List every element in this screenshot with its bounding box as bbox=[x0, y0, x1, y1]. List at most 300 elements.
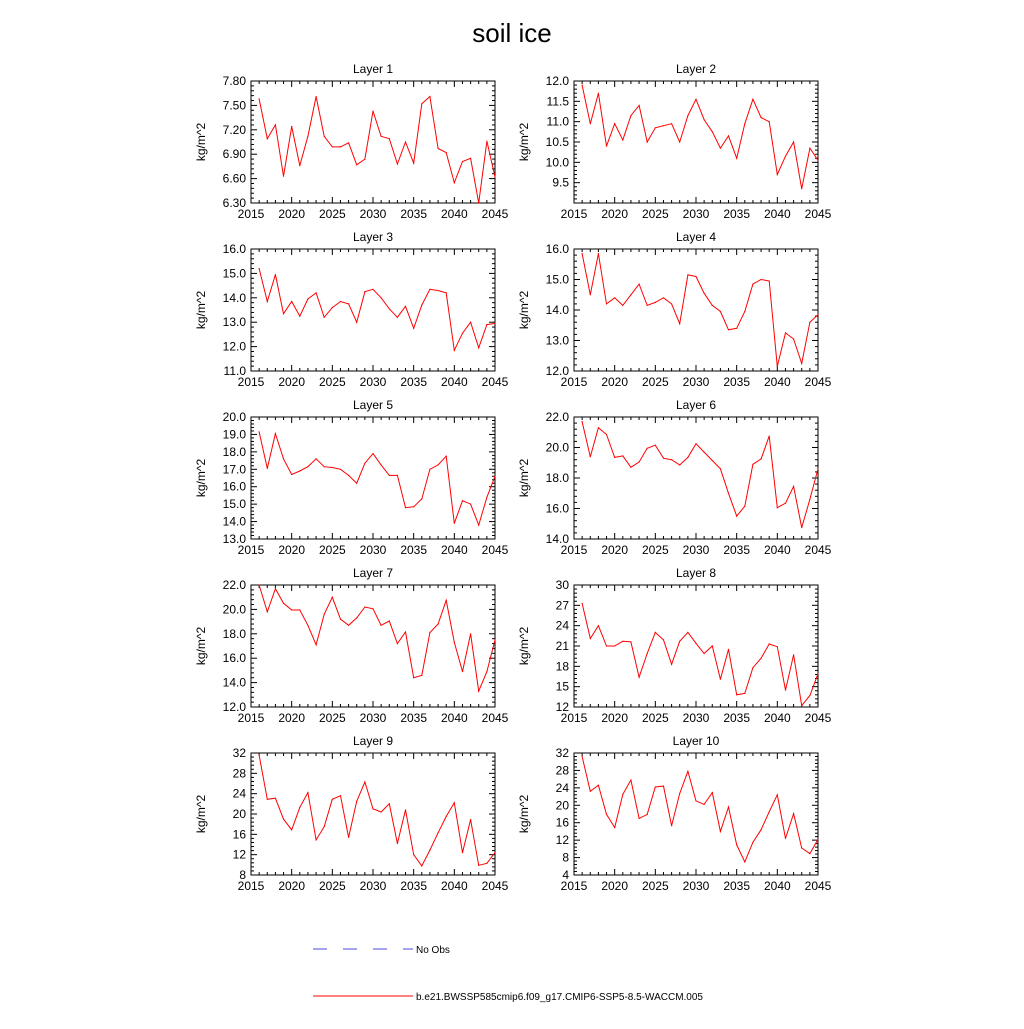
data-point bbox=[663, 458, 664, 459]
data-point bbox=[316, 644, 317, 645]
data-point bbox=[454, 182, 455, 183]
data-point bbox=[438, 464, 439, 465]
x-tick-label: 2045 bbox=[804, 543, 832, 557]
data-point bbox=[777, 507, 778, 508]
y-tick-label: 15.0 bbox=[222, 497, 246, 512]
data-point bbox=[478, 691, 479, 692]
x-tick-label: 2030 bbox=[359, 543, 387, 557]
data-point bbox=[421, 103, 422, 104]
data-point bbox=[438, 623, 439, 624]
data-point bbox=[777, 174, 778, 175]
data-point bbox=[429, 632, 430, 633]
data-point bbox=[438, 148, 439, 149]
plot-frame bbox=[251, 81, 495, 203]
data-point bbox=[671, 123, 672, 124]
y-tick-label: 4 bbox=[562, 868, 569, 882]
x-tick-label: 2015 bbox=[237, 207, 265, 221]
data-point bbox=[630, 779, 631, 780]
data-point bbox=[704, 653, 705, 654]
x-tick-label: 2015 bbox=[560, 711, 588, 725]
plot-frame bbox=[251, 585, 495, 707]
x-tick-label: 2040 bbox=[440, 543, 468, 557]
data-point bbox=[291, 609, 292, 610]
panel-layer-7 bbox=[194, 566, 509, 725]
data-point bbox=[606, 303, 607, 304]
x-tick-label: 2040 bbox=[440, 207, 468, 221]
x-tick-label: 2025 bbox=[641, 543, 669, 557]
data-point bbox=[785, 690, 786, 691]
data-point bbox=[413, 163, 414, 164]
y-tick-label: 19.0 bbox=[222, 427, 246, 442]
data-point bbox=[817, 839, 818, 840]
y-tick-label: 18.0 bbox=[545, 471, 569, 485]
data-point bbox=[275, 798, 276, 799]
panel-layer-2 bbox=[517, 62, 832, 221]
x-tick-label: 2030 bbox=[359, 711, 387, 725]
y-tick-label: 11.5 bbox=[546, 94, 569, 109]
data-point bbox=[389, 138, 390, 139]
data-point bbox=[801, 363, 802, 364]
data-point bbox=[606, 814, 607, 815]
panel-title: Layer 5 bbox=[352, 398, 394, 412]
data-point bbox=[364, 606, 365, 607]
x-tick-label: 2045 bbox=[804, 375, 832, 389]
data-point bbox=[590, 456, 591, 457]
data-point bbox=[381, 136, 382, 137]
y-axis-label: kg/m^2 bbox=[194, 458, 208, 498]
x-tick-label: 2025 bbox=[318, 375, 346, 389]
data-point bbox=[769, 811, 770, 812]
y-tick-label: 21 bbox=[555, 639, 569, 653]
data-point bbox=[389, 620, 390, 621]
data-point bbox=[655, 786, 656, 787]
data-point bbox=[316, 292, 317, 293]
x-tick-label: 2015 bbox=[237, 711, 265, 725]
data-point bbox=[332, 146, 333, 147]
y-tick-label: 9.5 bbox=[552, 175, 569, 190]
x-tick-label: 2030 bbox=[682, 711, 710, 725]
y-tick-label: 20.0 bbox=[545, 440, 569, 455]
data-point bbox=[454, 642, 455, 643]
y-tick-label: 10.0 bbox=[545, 155, 569, 170]
data-point bbox=[381, 464, 382, 465]
data-point bbox=[590, 123, 591, 124]
data-point bbox=[809, 148, 810, 149]
data-point bbox=[647, 814, 648, 815]
data-point bbox=[639, 818, 640, 819]
data-point bbox=[639, 461, 640, 462]
data-point bbox=[655, 302, 656, 303]
data-point bbox=[267, 138, 268, 139]
data-point bbox=[372, 808, 373, 809]
data-point bbox=[446, 152, 447, 153]
data-point bbox=[704, 119, 705, 120]
x-tick-label: 2045 bbox=[481, 543, 509, 557]
data-point bbox=[438, 832, 439, 833]
x-tick-label: 2025 bbox=[318, 543, 346, 557]
data-point bbox=[397, 843, 398, 844]
data-point bbox=[663, 786, 664, 787]
data-point bbox=[291, 474, 292, 475]
y-tick-label: 30 bbox=[555, 578, 569, 592]
data-point bbox=[421, 675, 422, 676]
x-tick-label: 2040 bbox=[763, 375, 791, 389]
data-point bbox=[372, 111, 373, 112]
data-point bbox=[267, 611, 268, 612]
panel-title: Layer 10 bbox=[672, 734, 720, 748]
data-point bbox=[470, 504, 471, 505]
data-point bbox=[793, 813, 794, 814]
plot-frame bbox=[574, 417, 818, 539]
y-tick-label: 12 bbox=[232, 847, 246, 862]
data-point bbox=[486, 863, 487, 864]
data-point bbox=[647, 448, 648, 449]
panel-layer-3 bbox=[194, 230, 509, 389]
y-tick-label: 22.0 bbox=[222, 578, 246, 592]
x-tick-label: 2035 bbox=[723, 711, 751, 725]
data-point bbox=[364, 781, 365, 782]
data-point bbox=[348, 625, 349, 626]
data-point bbox=[259, 98, 260, 99]
data-point bbox=[720, 311, 721, 312]
data-point bbox=[655, 632, 656, 633]
data-point bbox=[275, 588, 276, 589]
data-point bbox=[817, 314, 818, 315]
y-tick-label: 8 bbox=[239, 868, 246, 882]
y-axis-label: kg/m^2 bbox=[194, 122, 208, 162]
data-point bbox=[712, 645, 713, 646]
data-point bbox=[728, 135, 729, 136]
chart-title: soil ice bbox=[472, 18, 552, 48]
data-point bbox=[421, 865, 422, 866]
data-point bbox=[494, 852, 495, 853]
x-tick-label: 2015 bbox=[560, 375, 588, 389]
data-point bbox=[801, 847, 802, 848]
data-point bbox=[785, 156, 786, 157]
data-point bbox=[695, 99, 696, 100]
data-point bbox=[429, 850, 430, 851]
y-tick-label: 24 bbox=[555, 618, 569, 633]
data-point bbox=[494, 639, 495, 640]
data-point bbox=[364, 159, 365, 160]
x-tick-label: 2035 bbox=[723, 207, 751, 221]
data-point bbox=[348, 837, 349, 838]
data-point bbox=[720, 679, 721, 680]
y-tick-label: 16 bbox=[555, 815, 569, 830]
data-point bbox=[663, 297, 664, 298]
y-tick-label: 20.0 bbox=[222, 602, 246, 617]
data-point bbox=[486, 671, 487, 672]
data-point bbox=[421, 305, 422, 306]
x-tick-label: 2040 bbox=[763, 711, 791, 725]
x-tick-label: 2040 bbox=[763, 543, 791, 557]
series-line-1 bbox=[582, 85, 818, 189]
data-point bbox=[598, 625, 599, 626]
y-axis-label: kg/m^2 bbox=[517, 122, 531, 162]
data-point bbox=[712, 792, 713, 793]
x-tick-label: 2035 bbox=[400, 207, 428, 221]
data-point bbox=[494, 323, 495, 324]
data-point bbox=[639, 284, 640, 285]
data-point bbox=[307, 298, 308, 299]
x-tick-label: 2040 bbox=[763, 207, 791, 221]
data-point bbox=[761, 829, 762, 830]
y-tick-label: 6.90 bbox=[222, 147, 246, 162]
x-tick-label: 2020 bbox=[278, 207, 306, 221]
y-tick-label: 20.0 bbox=[222, 410, 246, 424]
data-point bbox=[712, 460, 713, 461]
data-point bbox=[590, 791, 591, 792]
data-point bbox=[769, 436, 770, 437]
data-point bbox=[744, 506, 745, 507]
data-point bbox=[639, 105, 640, 106]
y-axis-label: kg/m^2 bbox=[517, 290, 531, 330]
data-point bbox=[598, 253, 599, 254]
panel-layer-4 bbox=[517, 230, 832, 389]
data-point bbox=[663, 639, 664, 640]
y-tick-label: 14.0 bbox=[222, 675, 246, 690]
data-point bbox=[291, 301, 292, 302]
x-tick-label: 2015 bbox=[237, 879, 265, 893]
data-point bbox=[590, 294, 591, 295]
data-point bbox=[687, 771, 688, 772]
data-point bbox=[793, 338, 794, 339]
data-point bbox=[397, 643, 398, 644]
y-tick-label: 24 bbox=[555, 780, 569, 795]
series-line-1 bbox=[259, 97, 495, 204]
series-line-1 bbox=[259, 755, 495, 866]
data-point bbox=[736, 694, 737, 695]
y-axis-label: kg/m^2 bbox=[517, 458, 531, 498]
data-point bbox=[275, 433, 276, 434]
data-point bbox=[582, 756, 583, 757]
x-tick-label: 2030 bbox=[359, 207, 387, 221]
y-axis-label: kg/m^2 bbox=[517, 794, 531, 834]
data-point bbox=[397, 317, 398, 318]
data-point bbox=[630, 467, 631, 468]
data-point bbox=[647, 653, 648, 654]
data-point bbox=[695, 643, 696, 644]
data-point bbox=[655, 445, 656, 446]
plot-frame bbox=[574, 249, 818, 371]
data-point bbox=[364, 291, 365, 292]
series-line-1 bbox=[259, 432, 495, 525]
x-tick-label: 2035 bbox=[723, 879, 751, 893]
data-point bbox=[494, 176, 495, 177]
data-point bbox=[687, 115, 688, 116]
data-point bbox=[307, 136, 308, 137]
y-tick-label: 32 bbox=[232, 746, 246, 760]
data-point bbox=[614, 123, 615, 124]
x-tick-label: 2025 bbox=[641, 375, 669, 389]
data-point bbox=[332, 597, 333, 598]
data-point bbox=[614, 457, 615, 458]
y-tick-label: 14.0 bbox=[545, 532, 569, 546]
data-point bbox=[316, 458, 317, 459]
data-point bbox=[801, 705, 802, 706]
plot-frame bbox=[251, 417, 495, 539]
data-point bbox=[614, 827, 615, 828]
data-point bbox=[356, 322, 357, 323]
y-tick-label: 7.20 bbox=[222, 122, 246, 137]
data-point bbox=[389, 308, 390, 309]
x-tick-label: 2045 bbox=[804, 207, 832, 221]
data-point bbox=[744, 861, 745, 862]
data-point bbox=[316, 839, 317, 840]
x-tick-label: 2020 bbox=[278, 375, 306, 389]
data-point bbox=[622, 139, 623, 140]
y-tick-label: 28 bbox=[555, 763, 569, 778]
data-point bbox=[356, 164, 357, 165]
data-point bbox=[332, 799, 333, 800]
x-tick-label: 2020 bbox=[601, 879, 629, 893]
data-point bbox=[785, 332, 786, 333]
data-point bbox=[486, 497, 487, 498]
data-point bbox=[470, 633, 471, 634]
y-tick-label: 16.0 bbox=[222, 242, 246, 256]
x-tick-label: 2015 bbox=[237, 375, 265, 389]
y-tick-label: 18.0 bbox=[222, 444, 246, 459]
y-tick-label: 20 bbox=[555, 798, 569, 813]
x-tick-label: 2040 bbox=[440, 375, 468, 389]
data-point bbox=[462, 500, 463, 501]
series-line-1 bbox=[259, 269, 495, 351]
x-tick-label: 2045 bbox=[481, 879, 509, 893]
panel-title: Layer 9 bbox=[352, 734, 394, 748]
data-point bbox=[598, 785, 599, 786]
data-point bbox=[785, 838, 786, 839]
y-tick-label: 12 bbox=[555, 833, 569, 848]
data-point bbox=[446, 816, 447, 817]
data-point bbox=[687, 274, 688, 275]
data-point bbox=[364, 463, 365, 464]
data-point bbox=[704, 804, 705, 805]
data-point bbox=[606, 645, 607, 646]
y-tick-label: 15.0 bbox=[222, 266, 246, 281]
data-point bbox=[429, 96, 430, 97]
data-point bbox=[372, 608, 373, 609]
panel-title: Layer 7 bbox=[352, 566, 394, 580]
data-point bbox=[793, 141, 794, 142]
legend-label-no-obs: No Obs bbox=[416, 945, 450, 956]
data-point bbox=[720, 468, 721, 469]
x-tick-label: 2030 bbox=[682, 207, 710, 221]
data-point bbox=[590, 638, 591, 639]
x-tick-label: 2025 bbox=[641, 207, 669, 221]
data-point bbox=[752, 99, 753, 100]
data-point bbox=[372, 289, 373, 290]
data-point bbox=[769, 643, 770, 644]
y-tick-label: 27 bbox=[555, 598, 569, 613]
data-point bbox=[809, 695, 810, 696]
x-tick-label: 2035 bbox=[400, 879, 428, 893]
data-point bbox=[606, 146, 607, 147]
series-line-1 bbox=[259, 585, 495, 691]
data-point bbox=[348, 475, 349, 476]
data-point bbox=[712, 131, 713, 132]
data-point bbox=[446, 292, 447, 293]
data-point bbox=[817, 673, 818, 674]
y-tick-label: 32 bbox=[555, 746, 569, 760]
data-point bbox=[761, 658, 762, 659]
y-tick-label: 15 bbox=[555, 679, 569, 694]
data-point bbox=[356, 801, 357, 802]
data-point bbox=[728, 649, 729, 650]
data-point bbox=[478, 347, 479, 348]
panels-group bbox=[194, 62, 832, 893]
panel-layer-9 bbox=[194, 734, 509, 893]
data-point bbox=[736, 844, 737, 845]
data-point bbox=[405, 631, 406, 632]
data-point bbox=[622, 305, 623, 306]
y-axis-label: kg/m^2 bbox=[517, 626, 531, 666]
data-point bbox=[704, 293, 705, 294]
x-tick-label: 2045 bbox=[481, 375, 509, 389]
data-point bbox=[413, 854, 414, 855]
data-point bbox=[582, 253, 583, 254]
data-point bbox=[752, 667, 753, 668]
x-tick-label: 2035 bbox=[400, 375, 428, 389]
panel-title: Layer 4 bbox=[675, 230, 717, 244]
data-point bbox=[679, 323, 680, 324]
data-point bbox=[752, 464, 753, 465]
data-point bbox=[389, 803, 390, 804]
data-point bbox=[340, 795, 341, 796]
data-point bbox=[446, 600, 447, 601]
data-point bbox=[655, 127, 656, 128]
data-point bbox=[777, 366, 778, 367]
data-point bbox=[486, 141, 487, 142]
x-tick-label: 2020 bbox=[278, 543, 306, 557]
x-tick-label: 2025 bbox=[641, 711, 669, 725]
data-point bbox=[413, 328, 414, 329]
data-point bbox=[324, 136, 325, 137]
data-point bbox=[397, 475, 398, 476]
panel-title: Layer 3 bbox=[352, 230, 394, 244]
data-point bbox=[744, 311, 745, 312]
data-point bbox=[324, 826, 325, 827]
data-point bbox=[614, 645, 615, 646]
data-point bbox=[598, 427, 599, 428]
y-tick-label: 12 bbox=[555, 700, 569, 714]
data-point bbox=[777, 794, 778, 795]
series-line-1 bbox=[582, 757, 818, 862]
data-point bbox=[446, 456, 447, 457]
data-point bbox=[817, 468, 818, 469]
y-tick-label: 22.0 bbox=[545, 410, 569, 424]
data-point bbox=[340, 146, 341, 147]
y-tick-label: 28 bbox=[232, 766, 246, 781]
data-point bbox=[630, 641, 631, 642]
data-point bbox=[454, 802, 455, 803]
y-tick-label: 14.0 bbox=[222, 514, 246, 529]
data-point bbox=[299, 165, 300, 166]
data-point bbox=[259, 584, 260, 585]
data-point bbox=[736, 158, 737, 159]
data-point bbox=[679, 464, 680, 465]
data-point bbox=[736, 328, 737, 329]
x-tick-label: 2040 bbox=[763, 879, 791, 893]
data-point bbox=[793, 486, 794, 487]
data-point bbox=[801, 188, 802, 189]
x-tick-label: 2035 bbox=[723, 375, 751, 389]
y-tick-label: 24 bbox=[232, 786, 246, 801]
x-tick-label: 2030 bbox=[682, 375, 710, 389]
data-point bbox=[470, 158, 471, 159]
data-point bbox=[761, 458, 762, 459]
data-point bbox=[769, 121, 770, 122]
panel-title: Layer 6 bbox=[675, 398, 717, 412]
